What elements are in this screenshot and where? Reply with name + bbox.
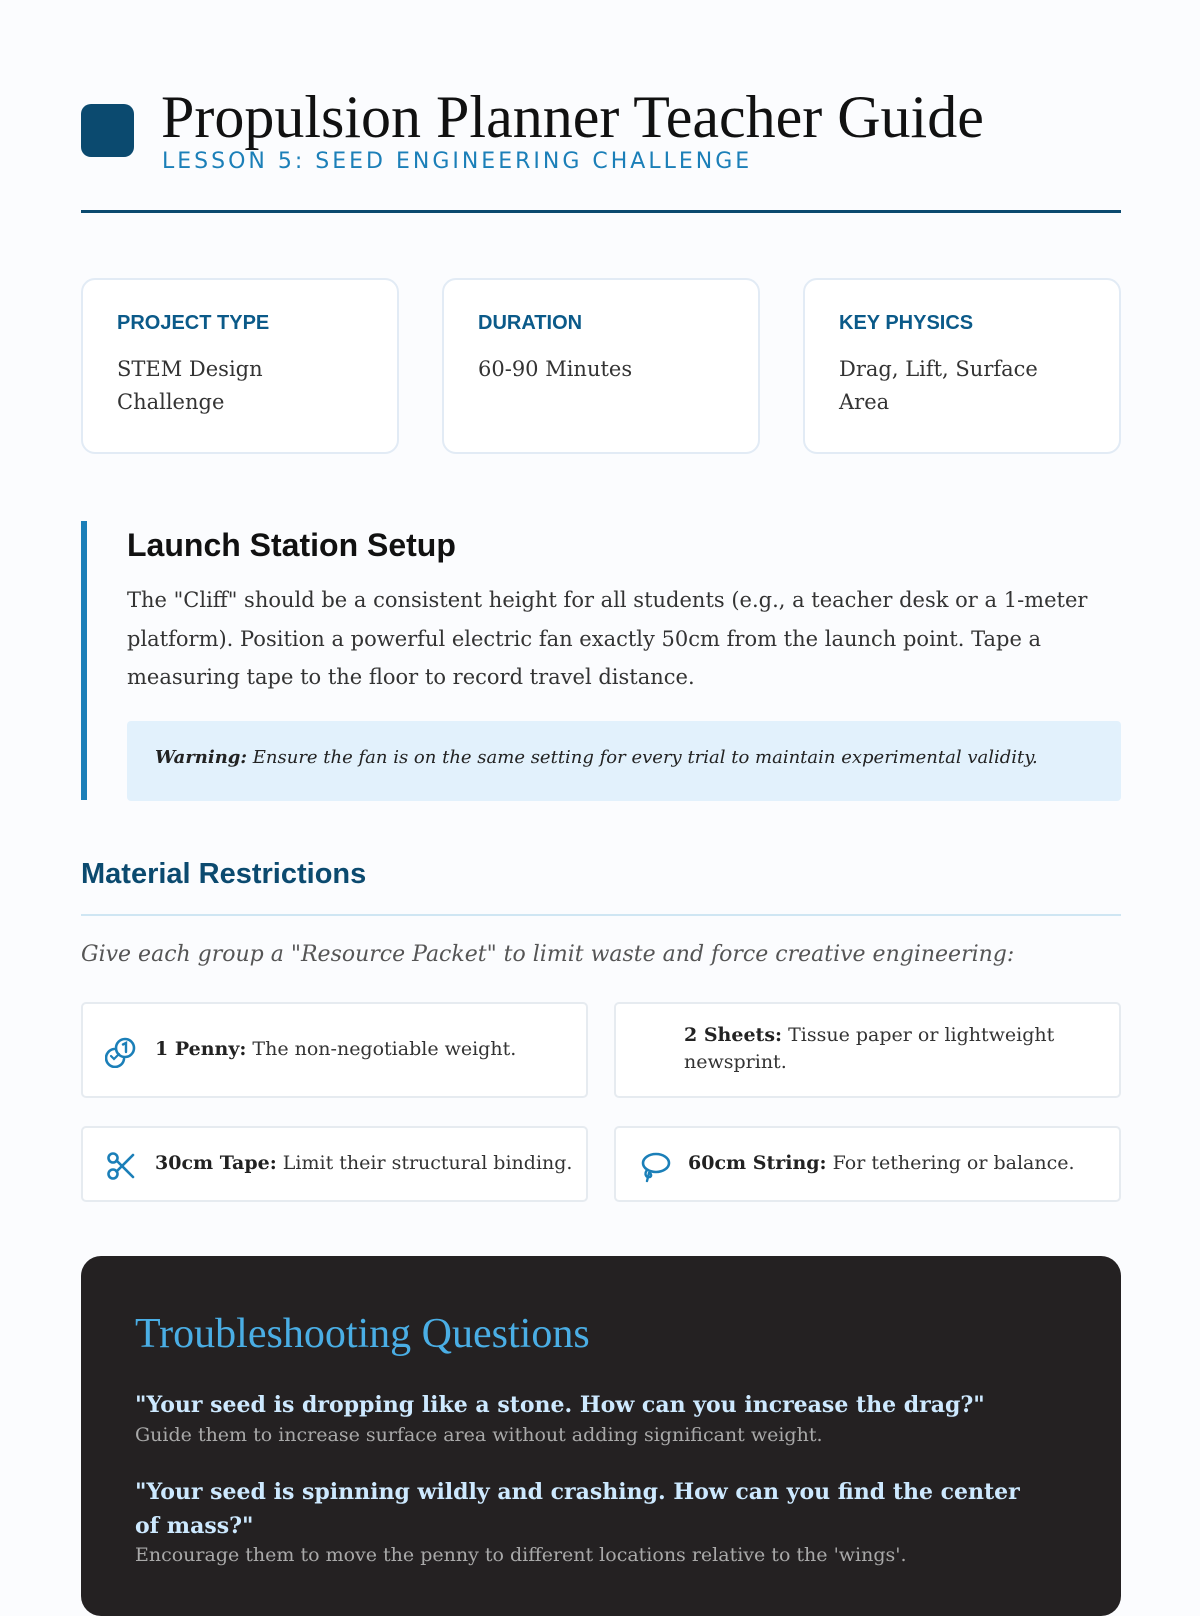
lesson-subtitle: LESSON 5: SEED ENGINEERING CHALLENGE xyxy=(162,149,753,174)
coins-icon xyxy=(105,1036,137,1068)
card-label: PROJECT TYPE xyxy=(117,312,270,334)
material-item-sheets xyxy=(614,1002,1121,1098)
materials-heading: Material Restrictions xyxy=(81,858,367,890)
material-item-string xyxy=(614,1126,1121,1202)
card-value: 60-90 Minutes xyxy=(478,357,633,381)
material-label: 1 Penny: xyxy=(155,1038,247,1060)
launch-station-section xyxy=(81,521,1121,800)
card-label: DURATION xyxy=(478,312,583,334)
material-desc: The non-negotiable weight. xyxy=(246,1038,517,1060)
material-text xyxy=(688,1150,1075,1177)
page-header xyxy=(81,82,1121,213)
warning-callout xyxy=(127,721,1121,801)
material-text xyxy=(155,1036,516,1063)
card-value: STEM Design Challenge xyxy=(117,357,263,414)
warning-label: Warning: xyxy=(155,747,248,768)
page-title: Propulsion Planner Teacher Guide xyxy=(161,84,984,150)
materials-intro: Give each group a "Resource Packet" to limit waste and force creative engineering: xyxy=(81,942,1015,967)
card-value: Drag, Lift, Surface Area xyxy=(839,357,1038,414)
material-label: 2 Sheets: xyxy=(684,1024,783,1046)
logo-square-icon xyxy=(81,104,134,157)
troubleshooting-answer: Encourage them to move the penny to different locations relative to the 'wings'. xyxy=(135,1544,907,1566)
troubleshooting-heading: Troubleshooting Questions xyxy=(135,1311,590,1357)
divider xyxy=(81,914,1121,916)
material-desc: Tissue paper or lightweight newsprint. xyxy=(684,1024,1055,1073)
info-cards xyxy=(81,278,1121,454)
troubleshooting-panel xyxy=(81,1256,1121,1616)
lasso-icon xyxy=(638,1150,672,1184)
material-label: 60cm String: xyxy=(688,1152,827,1174)
material-item-penny xyxy=(81,1002,588,1098)
scissors-icon xyxy=(105,1150,137,1182)
material-desc: For tethering or balance. xyxy=(826,1152,1075,1174)
troubleshooting-question: "Your seed is spinning wildly and crashing. How can you find the center of mass?" xyxy=(135,1479,1020,1539)
info-card-project-type xyxy=(81,278,399,454)
card-label: KEY PHYSICS xyxy=(839,312,974,334)
troubleshooting-answer: Guide them to increase surface area without adding significant weight. xyxy=(135,1424,823,1446)
material-label: 30cm Tape: xyxy=(155,1152,277,1174)
material-text xyxy=(155,1150,572,1177)
info-card-duration xyxy=(442,278,760,454)
info-card-key-physics xyxy=(803,278,1121,454)
material-item-tape xyxy=(81,1126,588,1202)
warning-text: Ensure the fan is on the same setting for every trial to maintain experimental validity. xyxy=(247,747,1038,768)
troubleshooting-question: "Your seed is dropping like a stone. How can you increase the drag?" xyxy=(135,1392,985,1418)
material-text xyxy=(684,1022,1084,1076)
section-paragraph: The "Cliff" should be a consistent height for all students (e.g., a teacher desk or a 1-meter platform). Position a powerful electric fan exactly 50cm from the launch point. Tape a measuring tape to the floor to record travel distance. xyxy=(127,588,1088,689)
section-heading: Launch Station Setup xyxy=(127,527,456,563)
material-desc: Limit their structural binding. xyxy=(276,1152,573,1174)
